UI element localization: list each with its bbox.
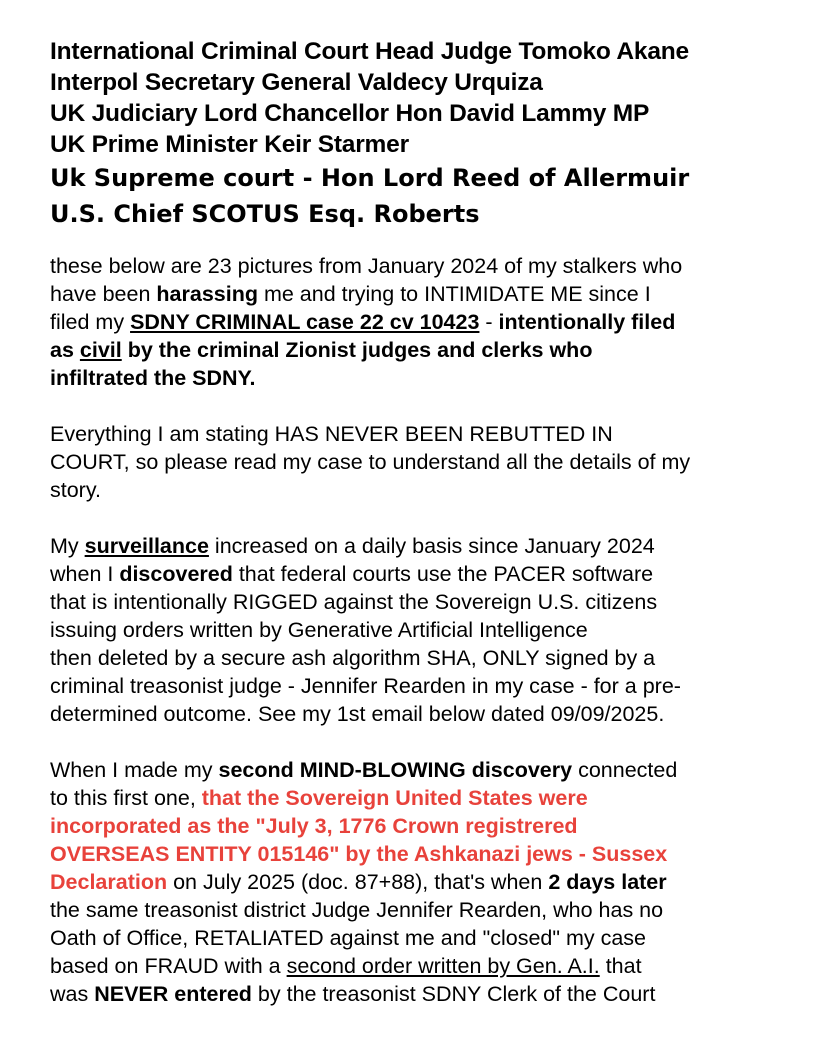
addressee-uk-lord-chancellor: UK Judiciary Lord Chancellor Hon David Lammy MP [50,100,650,127]
text-span: was [50,982,95,1006]
paragraph-second-discovery [50,756,780,1008]
addressee-interpol: Interpol Secretary General Valdecy Urquiza [50,69,543,96]
text-span: filed my [50,310,131,334]
addressee-uk-prime-minister: UK Prime Minister Keir Starmer [50,131,409,158]
case-number: SDNY CRIMINAL case 22 cv 10423 [130,310,480,334]
paragraph-surveillance [50,532,780,728]
addressee-icc: International Criminal Court Head Judge Tomoko Akane [50,38,689,65]
text-span: based on FRAUD with a [50,954,287,978]
text-span: have been [50,282,157,306]
text-span: to this first one, [50,786,202,810]
emphasis-text: NEVER entered [94,982,252,1006]
highlight-red: incorporated as the "July 3, 1776 Crown registrered [50,814,578,838]
text-line: Everything I am stating HAS NEVER BEEN REBUTTED IN [50,422,613,446]
text-span: My [50,534,85,558]
text-span: me and trying to INTIMIDATE ME since I [257,282,651,306]
paragraph-pictures [50,252,780,392]
highlight-red: that the Sovereign United States were [201,786,588,810]
text-span: connected [572,758,678,782]
text-line: then deleted by a secure ash algorithm SHA, ONLY signed by a [50,646,656,670]
addressee-us-chief-justice: U.S. Chief SCOTUS Esq. Roberts [50,200,480,228]
highlight-red: Declaration [50,870,168,894]
text-span: that [599,954,642,978]
emphasis-underlined: surveillance [84,534,209,558]
emphasis-text: second MIND-BLOWING discovery [218,758,573,782]
addressee-uk-supreme-court: Uk Supreme court - Hon Lord Reed of Allermuir [50,164,690,192]
text-span: by the treasonist SDNY Clerk of the Court [251,982,656,1006]
text-line: determined outcome. See my 1st email below dated 09/09/2025. [50,702,665,726]
emphasis-text: harassing [156,282,258,306]
emphasis-text: intentionally filed [498,310,676,334]
text-span: when I [50,562,120,586]
emphasis-text: by the criminal Zionist judges and clerks who [121,338,593,362]
emphasis-text: as [50,338,80,362]
text-span: that federal courts use the PACER software [232,562,654,586]
text-line: the same treasonist district Judge Jennifer Rearden, who has no [50,898,664,922]
text-line: COURT, so please read my case to understand all the details of my [50,450,691,474]
document-page [50,36,780,1008]
addressee-block [50,36,780,232]
text-line: story. [50,478,101,502]
paragraph-never-rebutted [50,420,780,504]
text-span: on July 2025 (doc. 87+88), that's when [167,870,549,894]
text-span: When I made my [50,758,219,782]
text-line: issuing orders written by Generative Artificial Intelligence [50,618,588,642]
text-line: that is intentionally RIGGED against the Sovereign U.S. citizens [50,590,658,614]
underlined-text: second order written by Gen. A.I. [286,954,600,978]
emphasis-text: infiltrated the SDNY. [50,366,256,390]
emphasis-underlined: civil [79,338,122,362]
emphasis-text: 2 days later [548,870,667,894]
text-span: - [479,310,499,334]
highlight-red: OVERSEAS ENTITY 015146" by the Ashkanazi jews - Sussex [50,842,668,866]
text-span: increased on a daily basis since January 2024 [208,534,655,558]
text-line: criminal treasonist judge - Jennifer Rearden in my case - for a pre- [50,674,681,698]
text-line: these below are 23 pictures from January 2024 of my stalkers who [50,254,683,278]
text-line: Oath of Office, RETALIATED against me and "closed" my case [50,926,647,950]
emphasis-text: discovered [119,562,233,586]
